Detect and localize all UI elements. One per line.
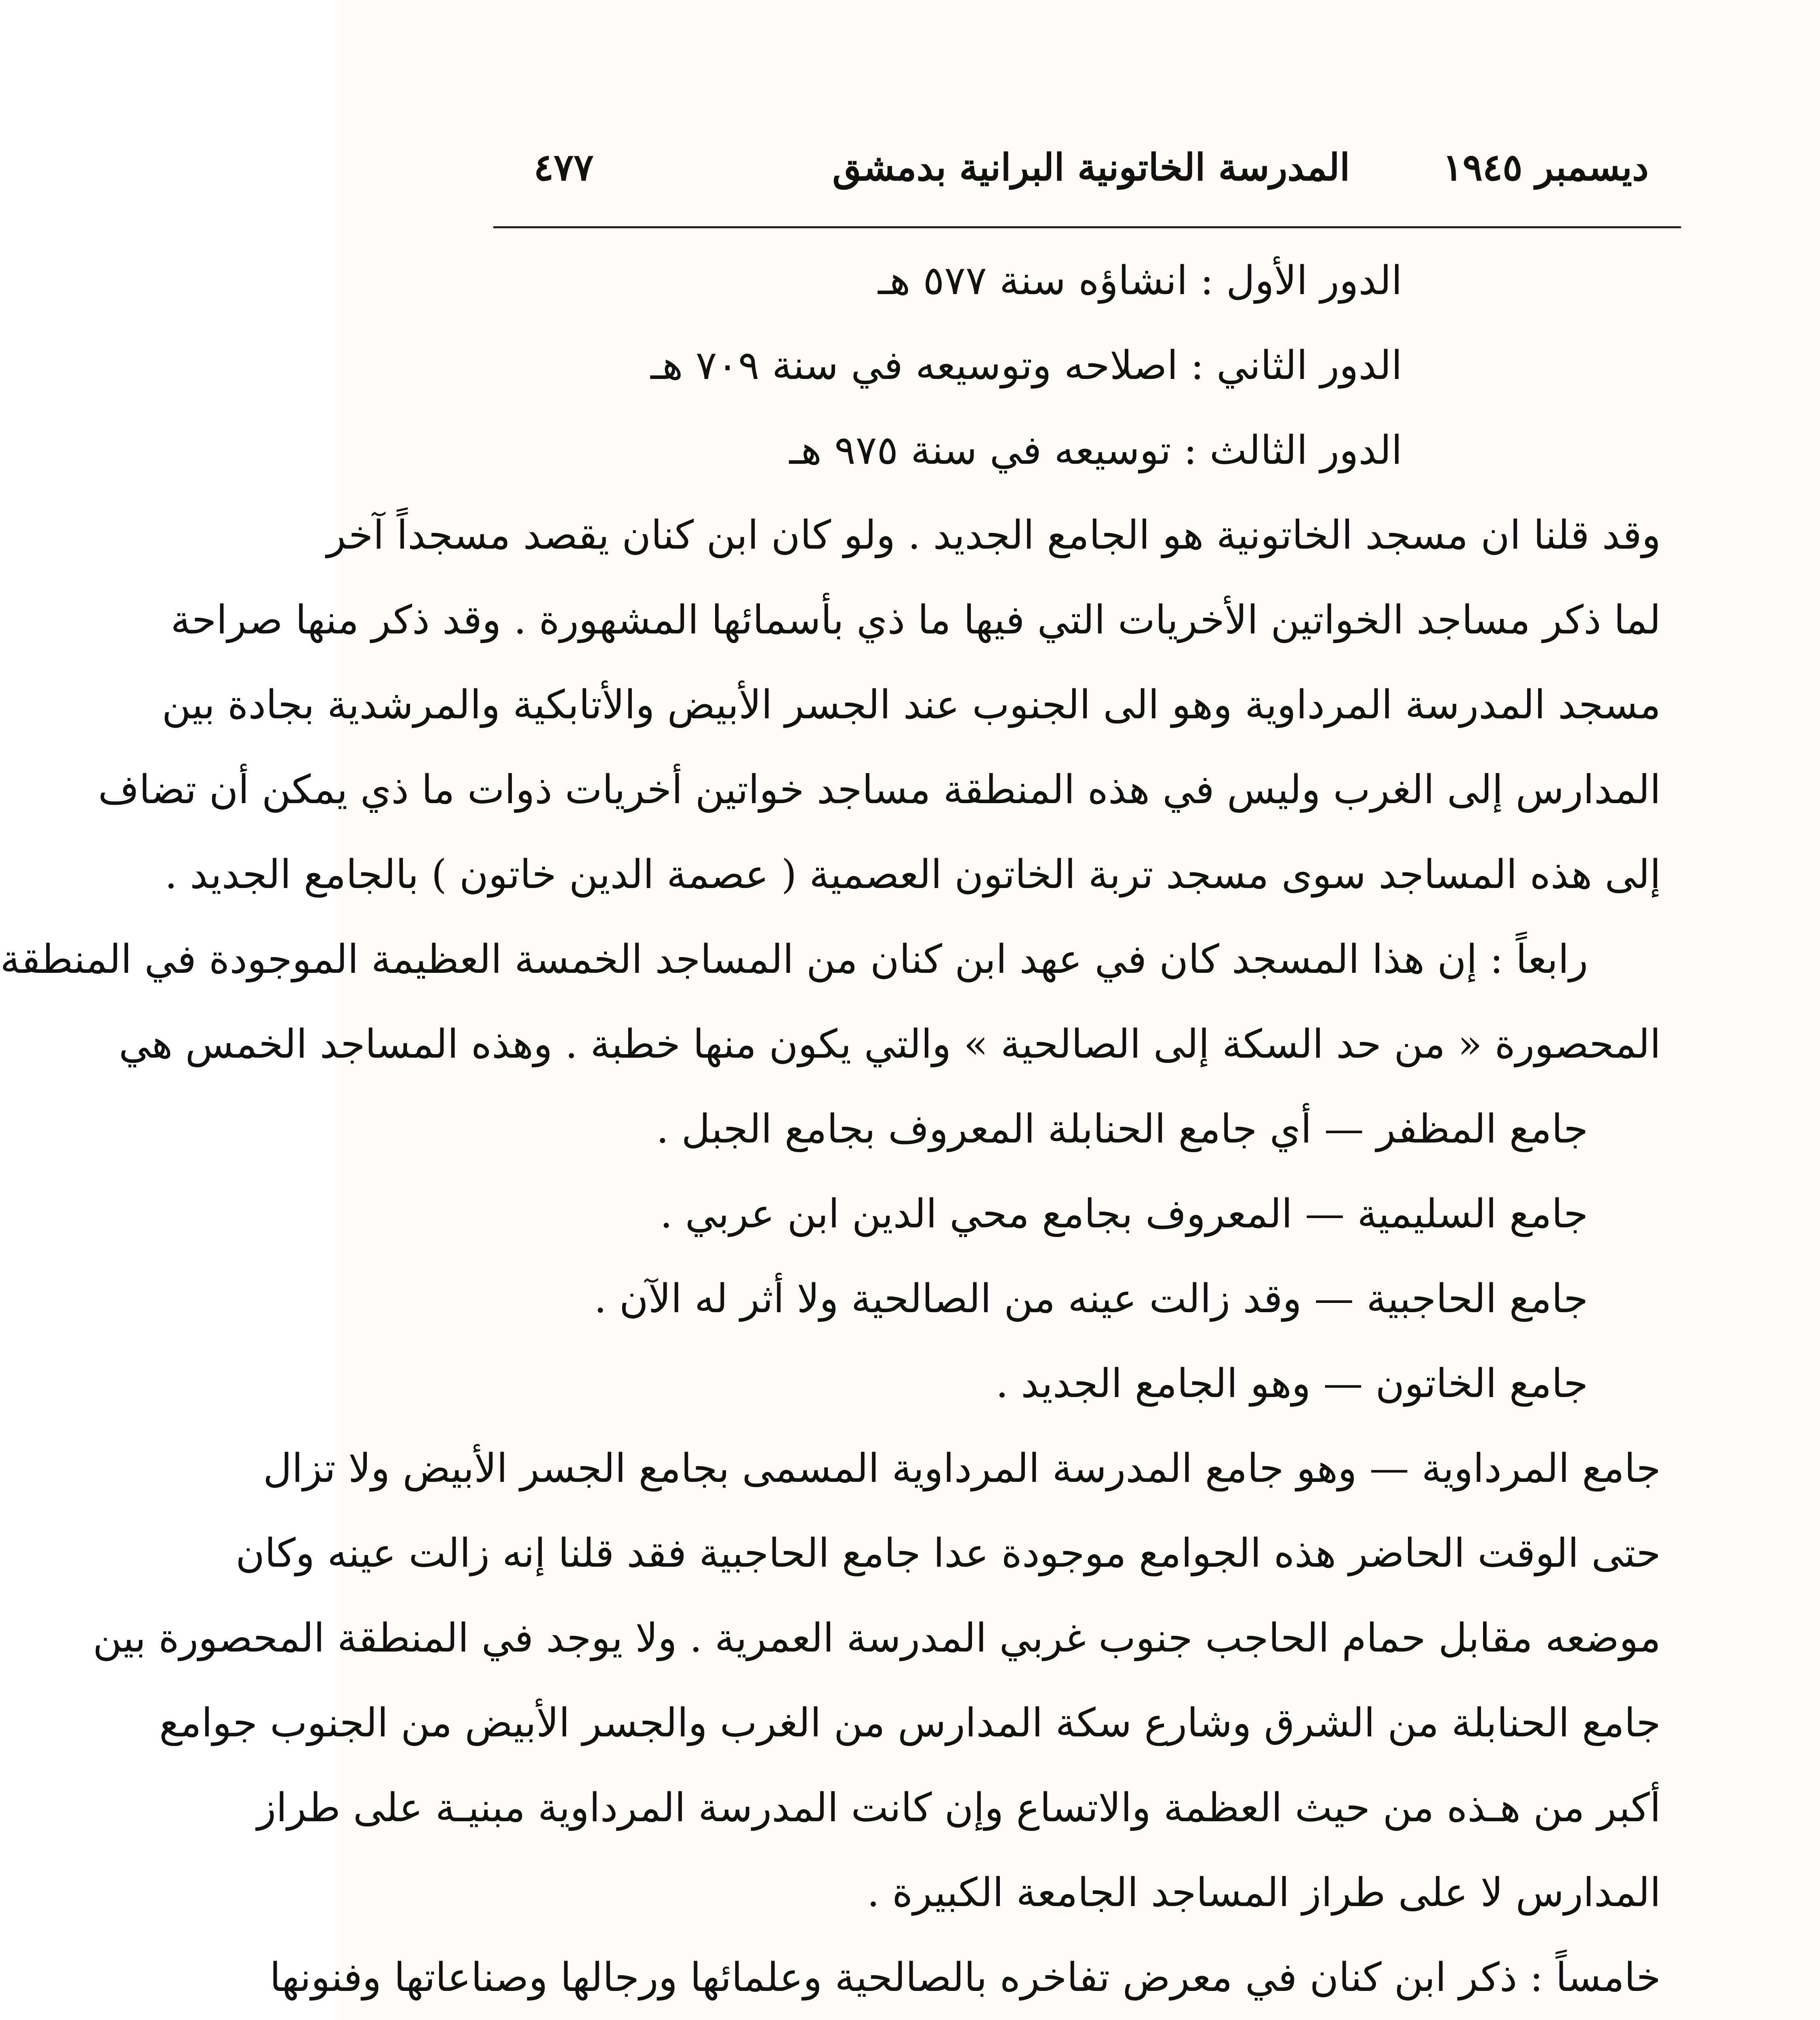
text-line: المدارس إلى الغرب وليس في هذه المنطقة مساجد خواتين أخريات ذوات ما ذي يمكن أن تضاف	[98, 767, 1661, 813]
mosque-list-item: جامع الخاتون — وهو الجامع الجديد .	[995, 1361, 1588, 1407]
text-line: المحصورة « من حد السكة إلى الصالحية » والتي يكون منها خطبة . وهذه المساجد الخمس هي	[119, 1021, 1661, 1067]
text-line: لما ذكر مساجد الخواتين الأخريات التي فيها ما ذي بأسمائها المشهورة . وقد ذكر منها صراحة	[170, 597, 1661, 643]
period-line: الدور الثاني : اصلاحه وتوسيعه في سنة ٧٠٩ هـ	[650, 343, 1402, 389]
mosque-list-item: جامع الحاجبية — وقد زالت عينه من الصالحية ولا أثر له الآن .	[594, 1276, 1588, 1322]
header-date: ديسمبر ١٩٤٥	[1442, 145, 1649, 189]
period-line: الدور الأول : انشاؤه سنة ٥٧٧ هـ	[878, 258, 1402, 304]
text-line: خامساً : ذكر ابن كنان في معرض تفاخره بالصالحية وعلمائها ورجالها وصناعاتها وفنونها	[269, 1955, 1661, 2001]
text-line: إلى هذه المساجد سوى مسجد تربة الخاتون العصمية ( عصمة الدين خاتون ) بالجامع الجديد .	[164, 852, 1661, 898]
mosque-list-item: جامع المظفر — أي جامع الحنابلة المعروف بجامع الجبل .	[656, 1106, 1588, 1152]
text-line: المدارس لا على طراز المساجد الجامعة الكبيرة .	[867, 1870, 1661, 1916]
text-line: وقد قلنا ان مسجد الخاتونية هو الجامع الجديد . ولو كان ابن كنان يقصد مسجداً آخر	[326, 512, 1661, 558]
text-line: حتى الوقت الحاضر هذه الجوامع موجودة عدا جامع الحاجبية فقد قلنا إنه زالت عينه وكان	[236, 1530, 1661, 1576]
text-line: جامع الحنابلة من الشرق وشارع سكة المدارس من الغرب والجسر الأبيض من الجنوب جوامع	[159, 1700, 1661, 1746]
header-divider	[493, 226, 1681, 228]
mosque-list-item: جامع السليمية — المعروف بجامع محي الدين ابن عربي .	[660, 1191, 1588, 1237]
period-line: الدور الثالث : توسيعه في سنة ٩٧٥ هـ	[789, 427, 1402, 473]
page-header	[534, 145, 1649, 210]
mosque-list-item: جامع المرداوية — وهو جامع المدرسة المرداوية المسمى بجامع الجسر الأبيض ولا تزال	[263, 1446, 1661, 1492]
text-line: أكبر من هـذه من حيث العظمة والاتساع وإن كانت المدرسة المرداوية مبنيـة على طراز	[257, 1785, 1661, 1831]
article-body	[0, 238, 1661, 2020]
text-line: رابعاً : إن هذا المسجد كان في عهد ابن كنان من المساجد الخمسة العظيمة الموجودة في المنطقة	[0, 936, 1588, 983]
text-line: موضعه مقابل حمام الحاجب جنوب غربي المدرسة العمرية . ولا يوجد في المنطقة المحصورة بين	[93, 1615, 1661, 1661]
text-line: مسجد المدرسة المرداوية وهو الى الجنوب عند الجسر الأبيض والأتابكية والمرشدية بجادة بين	[162, 682, 1661, 728]
header-title: المدرسة الخاتونية البرانية بدمشق	[832, 145, 1350, 189]
page-number: ٤٧٧	[534, 145, 594, 189]
